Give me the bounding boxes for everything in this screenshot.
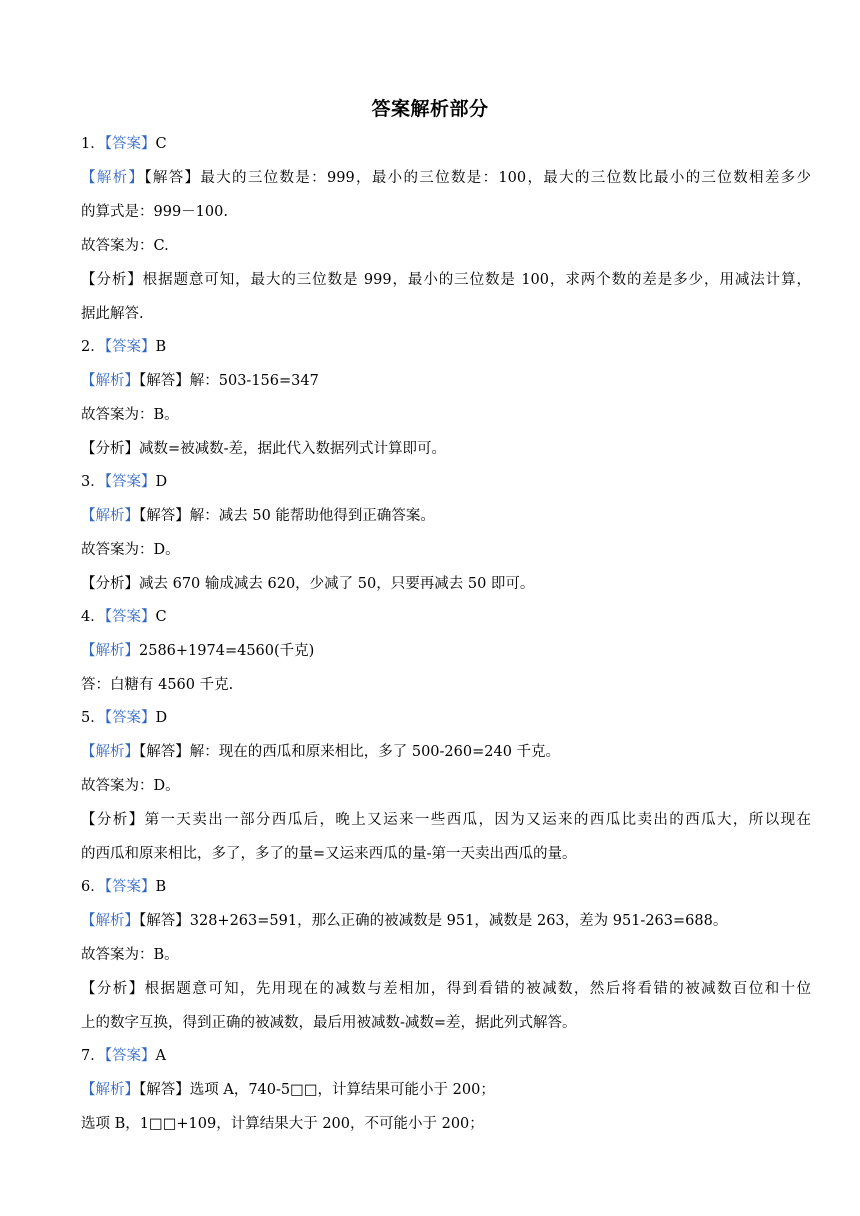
q2-fenxi-line — [81, 439, 811, 459]
answer-tag: 【答案】 — [104, 1048, 156, 1064]
q3-conclusion: 故答案为：D。 — [81, 542, 180, 558]
jiexi-tag: 【解析】 — [81, 170, 145, 186]
answer-tag: 【答案】 — [104, 609, 156, 625]
jiexi-tag: 【解析】 — [81, 508, 139, 524]
fenxi-tag: 【分析】 — [81, 981, 145, 997]
jiexi-tag: 【解析】 — [81, 744, 139, 760]
q4-answer-line — [81, 607, 811, 627]
jiexi-tag: 【解析】 — [81, 373, 139, 389]
q1-jieda-text-2: 的算式是：999－100. — [81, 204, 228, 220]
q6-answer-line — [81, 877, 811, 897]
q1-fenxi-line-1 — [81, 270, 811, 290]
q6-fenxi-line-1 — [81, 979, 811, 999]
jiexi-tag: 【解析】 — [81, 643, 139, 659]
fenxi-tag: 【分析】 — [81, 441, 139, 457]
fenxi-tag: 【分析】 — [81, 576, 139, 592]
q3-jieda-text: 解：减去 50 能帮助他得到正确答案。 — [189, 508, 435, 524]
q5-jieda-line — [81, 742, 811, 762]
q5-answer-line — [81, 708, 811, 728]
q3-fenxi-text: 减去 670 输成减去 620，少减了 50，只要再减去 50 即可。 — [139, 576, 535, 592]
jieda-tag: 【解答】 — [139, 1082, 190, 1098]
q6-answer: B — [155, 879, 167, 895]
fenxi-tag: 【分析】 — [81, 272, 143, 288]
jiexi-tag: 【解析】 — [81, 913, 139, 929]
q5-conclusion: 故答案为：D。 — [81, 778, 180, 794]
q3-jieda-line — [81, 506, 811, 526]
q1-answer: C — [155, 136, 167, 152]
q1-answer-line — [81, 134, 811, 154]
q6-number: 6． — [81, 879, 105, 895]
answer-tag: 【答案】 — [104, 879, 156, 895]
q6-jieda-text: 328+263=591，那么正确的被减数是 951，减数是 263，差为 951-263=688。 — [189, 913, 728, 929]
q2-fenxi-text: 减数=被减数-差，据此代入数据列式计算即可。 — [139, 441, 447, 457]
q5-number: 5． — [81, 710, 105, 726]
q1-fenxi-text-1: 根据题意可知，最大的三位数是 999，最小的三位数是 100，求两个数的差是多少，用减法计算， — [142, 272, 811, 288]
jieda-tag: 【解答】 — [139, 913, 190, 929]
q2-number: 2． — [81, 339, 105, 355]
q5-fenxi-text-1: 第一天卖出一部分西瓜后，晚上又运来一些西瓜，因为又运来的西瓜比卖出的西瓜大，所以现在 — [144, 812, 812, 828]
q6-fenxi-text-1: 根据题意可知，先用现在的减数与差相加，得到看错的被减数，然后将看错的被减数百位和十位 — [144, 981, 812, 997]
q6-fenxi-text-2: 上的数字互换，得到正确的被减数，最后用被减数-减数=差，据此列式解答。 — [81, 1015, 577, 1031]
q1-fenxi-text-2: 据此解答. — [81, 306, 144, 322]
q4-answer: C — [155, 609, 167, 625]
answer-tag: 【答案】 — [104, 474, 156, 490]
q1-conclusion: 故答案为：C. — [81, 238, 169, 254]
q2-conclusion: 故答案为：B。 — [81, 407, 179, 423]
jieda-tag: 【解答】 — [139, 744, 190, 760]
fenxi-tag: 【分析】 — [81, 812, 145, 828]
q5-fenxi-text-2: 的西瓜和原来相比，多了，多了的量=又运来西瓜的量-第一天卖出西瓜的量。 — [81, 846, 577, 862]
answer-tag: 【答案】 — [104, 339, 156, 355]
q7-number: 7． — [81, 1048, 105, 1064]
answer-tag: 【答案】 — [104, 136, 156, 152]
q5-jieda-text: 解：现在的西瓜和原来相比，多了 500-260=240 千克。 — [189, 744, 561, 760]
q1-jieda-text-1: 最大的三位数是：999，最小的三位数是：100，最大的三位数比最小的三位数相差多少 — [200, 170, 811, 186]
q4-jiexi-line — [81, 641, 811, 661]
jieda-tag: 【解答】 — [139, 373, 190, 389]
q6-conclusion: 故答案为：B。 — [81, 947, 179, 963]
jiexi-tag: 【解析】 — [81, 1082, 139, 1098]
q2-answer: B — [155, 339, 167, 355]
q2-jieda-text: 解：503-156=347 — [189, 373, 319, 389]
q3-fenxi-line — [81, 574, 811, 594]
q4-reply: 答：白糖有 4560 千克. — [81, 677, 234, 693]
q1-number: 1． — [81, 136, 105, 152]
q5-fenxi-line-1 — [81, 810, 811, 830]
q3-answer-line — [81, 472, 811, 492]
q4-number: 4． — [81, 609, 105, 625]
q2-jieda-line — [81, 371, 811, 391]
q7-jieda-text: 选项 A，740-5□□，计算结果可能小于 200； — [189, 1082, 495, 1098]
q4-jiexi-text: 2586+1974=4560(千克) — [139, 643, 315, 659]
q7-answer: A — [155, 1048, 166, 1064]
q7-answer-line — [81, 1046, 811, 1066]
q6-jieda-line — [81, 911, 811, 931]
q3-number: 3． — [81, 474, 105, 490]
q3-answer: D — [155, 474, 168, 490]
jieda-tag: 【解答】 — [144, 170, 201, 186]
page-title: 答案解析部分 — [371, 98, 489, 120]
q7-jieda-line — [81, 1080, 811, 1100]
answer-tag: 【答案】 — [104, 710, 156, 726]
q2-answer-line — [81, 337, 811, 357]
q1-jieda-line-1 — [81, 168, 811, 188]
q5-answer: D — [155, 710, 168, 726]
jieda-tag: 【解答】 — [139, 508, 190, 524]
q7-option-b: 选项 B，1□□+109，计算结果大于 200，不可能小于 200； — [81, 1116, 484, 1132]
